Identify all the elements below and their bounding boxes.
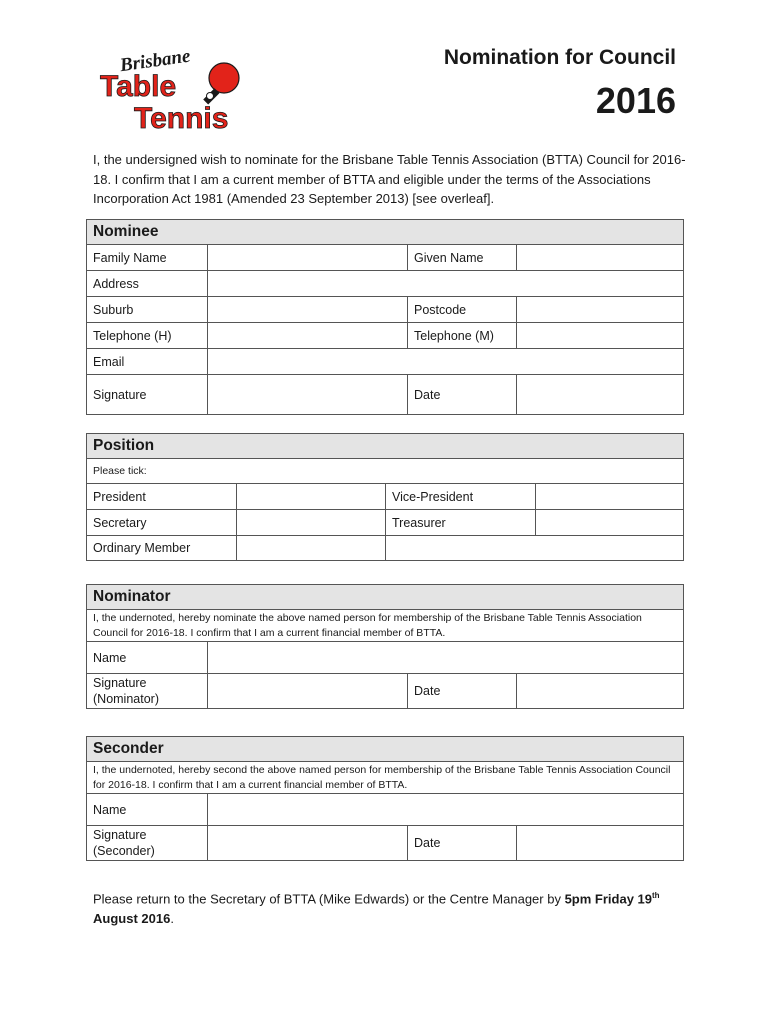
secretary-checkbox[interactable]: [236, 510, 385, 535]
treasurer-checkbox[interactable]: [535, 510, 683, 535]
page-title: Nomination for Council: [443, 46, 676, 69]
signature-label: Signature: [93, 387, 147, 402]
deadline-month: August 2016: [93, 911, 171, 927]
intro-paragraph: I, the undersigned wish to nominate for the Brisbane Table Tennis Association (BTTA) Council for 2016-18. I confirm that I am a current member of BTTA and eligible under the terms of the Associations Incorporation Act 1981 (Amended 23 September 2013) [see overleaf].: [93, 152, 686, 206]
blank-cell: [385, 536, 683, 560]
nominator-signature-field[interactable]: [207, 674, 407, 708]
seconder-signature-line2: (Seconder): [93, 844, 155, 858]
please-tick-note: Please tick:: [93, 465, 147, 477]
postcode-field[interactable]: [516, 297, 683, 322]
telephone-h-field[interactable]: [207, 323, 407, 348]
family-name-field[interactable]: [207, 245, 407, 270]
position-section: [86, 433, 684, 561]
return-deadline: 5pm Friday 19: [564, 891, 653, 907]
paddle-icon: [203, 63, 239, 104]
nominator-heading: Nominator: [87, 585, 683, 610]
seconder-heading: Seconder: [87, 737, 683, 762]
given-name-label: Given Name: [407, 245, 516, 270]
nominator-date-field[interactable]: [516, 674, 683, 708]
given-name-field[interactable]: [516, 245, 683, 270]
nominator-signature-line1: Signature: [93, 676, 147, 690]
position-heading: Position: [87, 434, 683, 459]
telephone-m-field[interactable]: [516, 323, 683, 348]
seconder-signature-field[interactable]: [207, 826, 407, 860]
postcode-label: Postcode: [407, 297, 516, 322]
ordinary-member-checkbox[interactable]: [236, 536, 385, 560]
seconder-date-field[interactable]: [516, 826, 683, 860]
return-text: Please return to the Secretary of BTTA (Mike Edwards) or the Centre Manager by: [93, 891, 565, 907]
secretary-label: Secretary: [93, 515, 147, 530]
family-name-label: Family Name: [93, 250, 167, 265]
email-field[interactable]: [207, 349, 683, 374]
nominee-heading: Nominee: [87, 220, 683, 245]
nominator-name-label: Name: [93, 650, 127, 665]
suburb-field[interactable]: [207, 297, 407, 322]
page-year: 2016: [595, 80, 676, 121]
telephone-m-label: Telephone (M): [407, 323, 516, 348]
logo-brisbane-text: Brisbane: [118, 45, 192, 77]
address-field[interactable]: [207, 271, 683, 296]
date-label: Date: [407, 375, 516, 414]
brisbane-table-tennis-logo: [98, 44, 248, 136]
address-label: Address: [93, 276, 139, 291]
logo-tennis-text: Tennis: [134, 102, 229, 135]
treasurer-label: Treasurer: [385, 510, 535, 535]
return-instructions: [93, 886, 693, 929]
president-label: President: [93, 489, 146, 504]
seconder-name-field[interactable]: [207, 794, 683, 825]
nominator-signature-label: [87, 674, 207, 708]
president-checkbox[interactable]: [236, 484, 385, 509]
suburb-label: Suburb: [93, 302, 134, 317]
email-label: Email: [93, 354, 125, 369]
return-end: .: [170, 911, 174, 927]
seconder-statement: I, the undernoted, hereby second the above named person for membership of the Brisbane Table Tennis Association Council for 2016-18. I confirm that I am a current financial member of BTTA.: [93, 763, 671, 791]
nominator-signature-line2: (Nominator): [93, 692, 159, 706]
seconder-section: [86, 736, 684, 861]
nominator-section: [86, 584, 684, 709]
vice-president-label: Vice-President: [385, 484, 535, 509]
telephone-h-label: Telephone (H): [93, 328, 172, 343]
ordinary-member-label: Ordinary Member: [93, 541, 191, 555]
date-field[interactable]: [516, 375, 683, 414]
nominator-name-field[interactable]: [207, 642, 683, 673]
seconder-date-label: Date: [407, 826, 516, 860]
nominee-section: [86, 219, 684, 415]
seconder-signature-label: [87, 826, 207, 860]
seconder-name-label: Name: [93, 802, 127, 817]
signature-field[interactable]: [207, 375, 407, 414]
nominator-statement: I, the undernoted, hereby nominate the above named person for membership of the Brisbane Table Tennis Association Council for 2016-18. I confirm that I am a current financial member of BTTA.: [93, 611, 642, 639]
deadline-suffix: th: [652, 891, 660, 900]
logo-table-text: Table: [100, 70, 177, 103]
vice-president-checkbox[interactable]: [535, 484, 683, 509]
seconder-signature-line1: Signature: [93, 828, 147, 842]
nominator-date-label: Date: [407, 674, 516, 708]
